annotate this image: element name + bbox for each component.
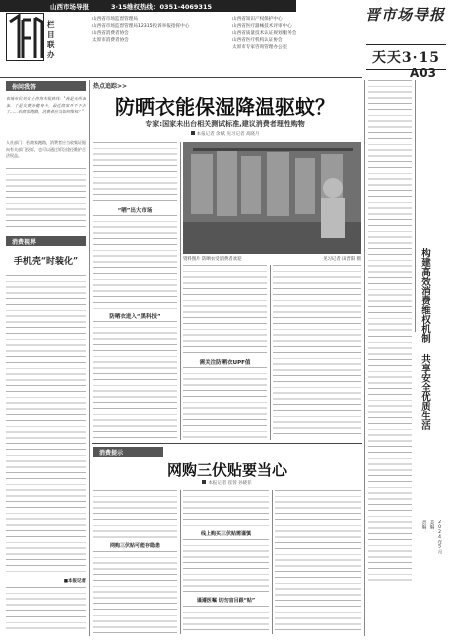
lower-col3-text <box>275 490 361 634</box>
footer-info <box>420 520 446 636</box>
org-item: 山西省知识产权保护中心 <box>232 17 283 22</box>
orgs-col2 <box>232 16 350 51</box>
section-label: 消费视界 <box>12 238 37 246</box>
subhead-risk: 网购三伏贴可能存隐患 <box>109 543 160 549</box>
lower-col2-text <box>183 490 269 528</box>
header-bar <box>0 0 296 12</box>
org-item: 山西省医疗器械技术评审中心 <box>232 24 292 29</box>
right-col-text <box>368 80 412 332</box>
lower-col1-text <box>93 490 177 540</box>
subhead-concept: 防晒衣进入“黑科技” <box>109 314 161 320</box>
lower-byline <box>93 480 361 486</box>
issue-date: 2024年5月 <box>437 520 442 554</box>
masthead-small: 山西市场导报 <box>50 2 89 11</box>
page-number: A03 <box>410 66 436 80</box>
section-label: 消费提示 <box>99 449 124 457</box>
article-byline: ■本报记者 <box>63 579 86 584</box>
page-title: 天天3·15 <box>366 44 446 70</box>
photo-caption <box>183 256 361 262</box>
byline-text: 本报记者 崔蓉 孙晓菲 <box>208 481 252 486</box>
right-col-text <box>368 336 412 582</box>
section-bar-view <box>6 236 86 246</box>
qa-intro: 省城市民刘女士咨询本报热线："我是无所事事，于是交费办健身卡，最近商家开不下去了……若商家跑路，消费者应当如何维权？" <box>6 96 86 114</box>
photo <box>183 142 361 254</box>
org-item: 山西省市场监督管理局 <box>92 17 138 22</box>
section-bar-tips <box>93 447 163 457</box>
qa-text-lines <box>6 168 86 230</box>
lower-col1-text <box>93 551 177 634</box>
column-label: 栏目联办 <box>47 20 55 59</box>
main-col2-text <box>183 265 267 355</box>
square-icon <box>202 480 206 484</box>
main-col2-text <box>183 367 267 439</box>
hotline: 3·15维权热线：0351-4069315 <box>111 2 212 11</box>
hot-topic-label: 热点追踪>> <box>93 83 128 90</box>
editor-label: 责编： <box>421 520 426 534</box>
subhead-online: 线上购买三伏贴需谨慎 <box>200 531 251 537</box>
lower-col2-text <box>183 539 269 595</box>
photo-credit: 见习记者 田晋阳 摄 <box>323 257 361 262</box>
subheadline: 专家:国家未出台相关测试标准,建议消费者理性购物 <box>145 120 305 128</box>
org-item: 太原市消费者协会 <box>92 38 129 43</box>
byline-text: 本报记者 余斌 见习记者 高晓月 <box>196 132 260 137</box>
qa-body: 人社部门：若商家跑路，消费者应当收集证据向有关部门投诉，也可以通过诉讼途径维护合法权益。 <box>6 140 86 158</box>
main-byline <box>93 131 357 137</box>
lower-col2-text <box>183 606 269 634</box>
org-item: 太原市专家咨询管理办公室 <box>232 45 288 50</box>
org-item: 山西省质量技术认证规划服务会 <box>232 31 297 36</box>
section-label: 你问我答 <box>12 83 37 91</box>
section-bar-qa <box>6 81 86 91</box>
vertical-slogan: 构建高效消费维权机制 共享安全优质生活 <box>419 248 430 430</box>
article-text-lines <box>6 275 86 575</box>
main-col1-text <box>93 321 177 439</box>
org-item: 山西省医疗机构认证协会 <box>232 38 283 43</box>
article-title: 手机壳“时装化” <box>13 257 79 267</box>
org-item: 山西省消费者协会 <box>92 31 129 36</box>
subhead-advice: 谨遵医嘱 切勿盲目跟“贴” <box>196 598 256 604</box>
caption-text: 资料图片 防晒衣受消费者欢迎 <box>183 257 242 262</box>
main-col1-text <box>93 215 177 310</box>
designer-label: 美编： <box>429 520 434 534</box>
subhead-upf: 需关注防晒衣UPF值 <box>199 360 251 366</box>
square-icon <box>191 131 195 135</box>
article-text-lines <box>6 587 86 633</box>
headline: 防晒衣能保湿降温驱蚊？ <box>115 95 335 119</box>
main-col3-text <box>273 265 361 439</box>
org-item: 山西省市场监督管理局12315投诉举报指挥中心 <box>92 24 190 29</box>
subhead-sun: “晒”出大市场 <box>117 208 153 214</box>
lower-headline: 网购三伏贴要当心 <box>166 461 287 479</box>
main-col1-text <box>93 142 177 204</box>
orgs-col1 <box>92 16 224 44</box>
column-logo <box>6 13 44 61</box>
brand-logo: 晋市场导报 <box>364 6 445 24</box>
